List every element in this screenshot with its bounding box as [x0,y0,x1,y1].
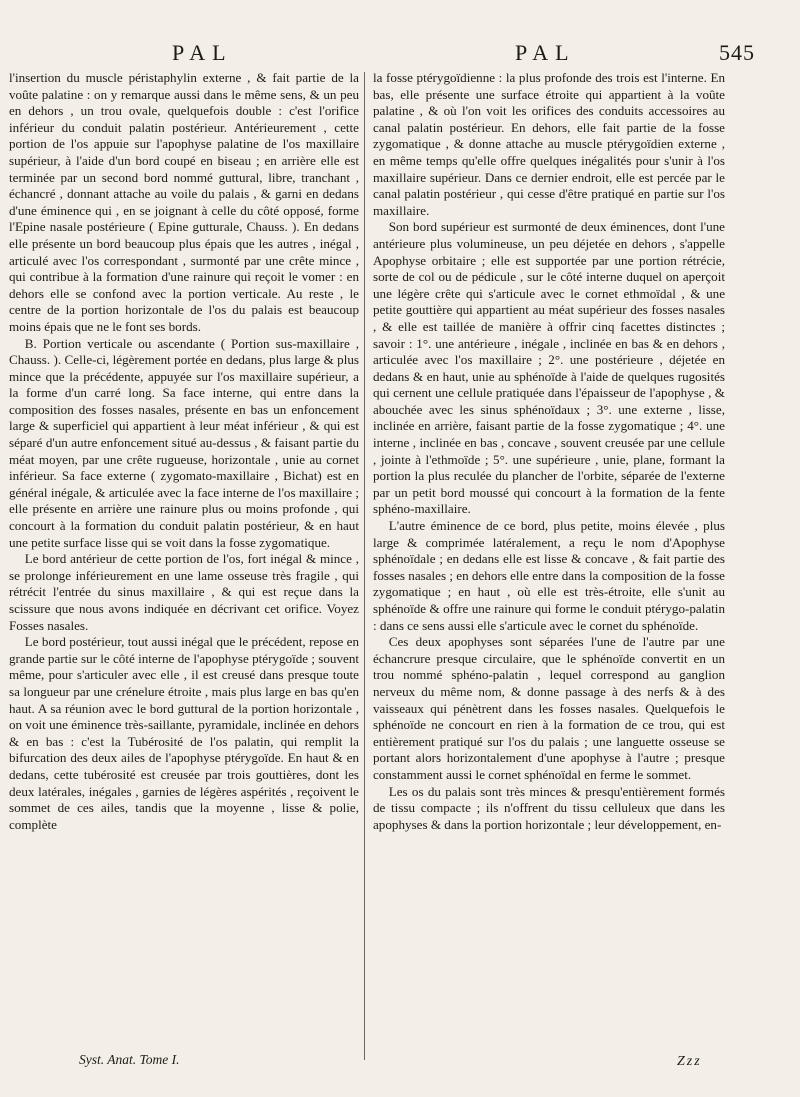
paragraph: Les os du palais sont très minces & presqu'entièrement formés de tissu compacte ; ils n'offrent du tissu celluleux que dans les apophyses & dans la portion horizontale ; leur développement, en- [373,783,725,832]
running-head-right: PAL [515,40,576,65]
paragraph: Le bord postérieur, tout aussi inégal que le précédent, repose en grande partie sur le côté interne de l'apophyse ptérygoïde ; souvent même, pour s'articuler avec elle , il est creusé dans presque toute sa longueur par une crénelure étroite , mais plus large en bas qu'en haut. A sa réunion avec le bord guttural de la portion horizontale , on voit une éminence très-saillante, pyramidale, inclinée en dehors & en bas : c'est la Tubérosité de l'os palatin, qui remplit la bifurcation des deux ailes de l'apophyse ptérygoïde. En haut & en dedans, cette tubérosité est creusée par trois gouttières, dont les deux latérales, inégales , garnies de légères aspérités , reçoivent le sommet de ces ailes, tandis que la moyenne , lisse & polie, complète [9,634,359,832]
paragraph: l'insertion du muscle péristaphylin externe , & fait partie de la voûte palatine : on y remarque aussi dans le même sens, & un peu en dehors , un trou ovale, quelquefois double : c'est l'orifice inférieur du conduit palatin postérieur. Antérieurement , cette portion de l'os appuie sur l'apophyse palatine de l'os maxillaire supérieur, à l'aide d'un bord coupé en biseau ; en arrière elle est terminée par un second bord nommé guttural, libre, tranchant , échancré , donnant attache au voile du palais , & garni en dedans d'une éminence qui , en se joignant à celle du côté opposé, forme l'Epine nasale postérieure ( Epine gutturale, Chauss. ). En dedans elle présente un bord beaucoup plus épais que les autres , inégal , articulé avec l'os correspondant , surmonté par une crête mince , qui contribue à la formation d'une rainure qui reçoit le vomer : en dehors elle se confond avec la portion verticale. Au reste , le centre de la portion horizontale de l'os du palais est beaucoup moins épais que ne le font ses bords. [9,70,359,334]
paragraph: Le bord antérieur de cette portion de l'os, fort inégal & mince , se prolonge inférieurement en une lame osseuse très fragile , qui rétrécit l'entrée du sinus maxillaire , & qui est reçue dans la scissure que nous avons indiquée en décrivant cet orifice. Voyez Fosses nasales. [9,551,359,633]
paragraph: B. Portion verticale ou ascendante ( Portion sus-maxillaire , Chauss. ). Celle-ci, légèrement portée en dedans, plus large & plus mince que la précédente, appuyée sur l'os maxillaire supérieur, a la forme d'un carré long. Sa face interne, qui entre dans la composition des fosses nasales, présente en bas un enfoncement large & superficiel qui appartient à leur méat inférieur , & qui est séparé d'un autre enfoncement situé au-dessus , & faisant partie du méat moyen, par une crête rugueuse, horizontale , unie au cornet inférieur. Sa face externe ( zygomato-maxillaire , Bichat) est en général inégale, & articulée avec la face interne de l'os maxillaire ; elle présente en arrière une rainure plus ou moins profonde , qui concourt à la formation du conduit palatin postérieur, & en haut une petite surface lisse qui se voit dans la fosse zygomatique. [9,335,359,550]
paragraph: Son bord supérieur est surmonté de deux éminences, dont l'une antérieure plus volumineuse, un peu déjetée en dehors , s'appelle Apophyse orbitaire ; elle est supportée par une portion rétrécie, sorte de col ou de pédicule , sur le côté interne duquel on aperçoit une légère crête qui s'articule avec le cornet ethmoïdal , & une petite gouttière qui appartient au méat supérieur des fosses nasales , & elle est taillée de manière à offrir cinq facettes distinctes ; savoir : 1°. une antérieure , inégale , inclinée en bas & en dehors , articulée avec l'os maxillaire ; 2°. une postérieure , déjetée en dedans & en haut, unie au sphénoïde à l'aide de quelques rugosités qui cernent une cellule pratiquée dans l'épaisseur de l'apophyse , & abouchée avec les sinus sphénoïdaux ; 3°. une externe , lisse, inclinée en arrière, faisant partie de la fosse zygomatique ; 4°. une interne , inclinée en bas , concave , souvent creusée par une cellule , jointe à l'ethmoïde ; 5°. une supérieure , unie, plane, formant la portion la plus reculée du plancher de l'orbite, séparée de l'externe par un petit bord moussé qui concourt à la formation de la fente sphéno-maxillaire. [373,219,725,517]
paragraph: la fosse ptérygoïdienne : la plus profonde des trois est l'interne. En bas, elle présente une surface étroite qui appartient à la voûte palatine , & où l'on voit les orifices des conduits accessoires au canal palatin postérieur. En dehors, elle fait partie de la fosse zygomatique , & donne attache au muscle ptérygoïdien externe , en même temps qu'elle offre quelques inégalités pour s'unir à l'os maxillaire supérieur. Dans ce dernier endroit, elle est percée par le canal palatin postérieur , qui cesse d'être pratiqué en partie sur l'os maxillaire. [373,70,725,218]
column-divider [364,72,365,1060]
left-column [9,70,359,833]
right-column [373,70,725,833]
running-head-left: PAL [172,40,233,65]
page-number: 545 [719,40,755,65]
paragraph: L'autre éminence de ce bord, plus petite, moins élevée , plus large & comprimée latéralement, a reçu le nom d'Apophyse sphénoïdale ; en dedans elle est lisse & concave , & fait partie des fosses nasales ; en dehors elle entre dans la composition de la fosse zygomatique ; en haut , où elle est très-étroite, elle s'unit au sphénoïde & offre une rainure qui forme le conduit ptérygo-palatin : dans ce sens aussi elle s'articule avec le cornet du sphénoïde. [373,518,725,633]
paragraph: Ces deux apophyses sont séparées l'une de l'autre par une échancrure presque circulaire, que le sphénoïde convertit en un trou nommé sphéno-palatin , lequel correspond au ganglion nerveux du même nom, & donne passage à des nerfs & à des vaisseaux qui pénètrent dans les fosses nasales. Quelquefois le sphénoïde ne concourt en rien à la formation de ce trou, qui est entièrement pratiqué sur l'os du palais ; une languette osseuse se portant alors horizontalement d'une apophyse à l'autre ; presque constamment aussi le cornet sphénoïdal en ferme le sommet. [373,634,725,782]
footer-gathering-mark: Zzz [677,1054,702,1069]
footer-signature: Syst. Anat. Tome I. [79,1052,180,1067]
